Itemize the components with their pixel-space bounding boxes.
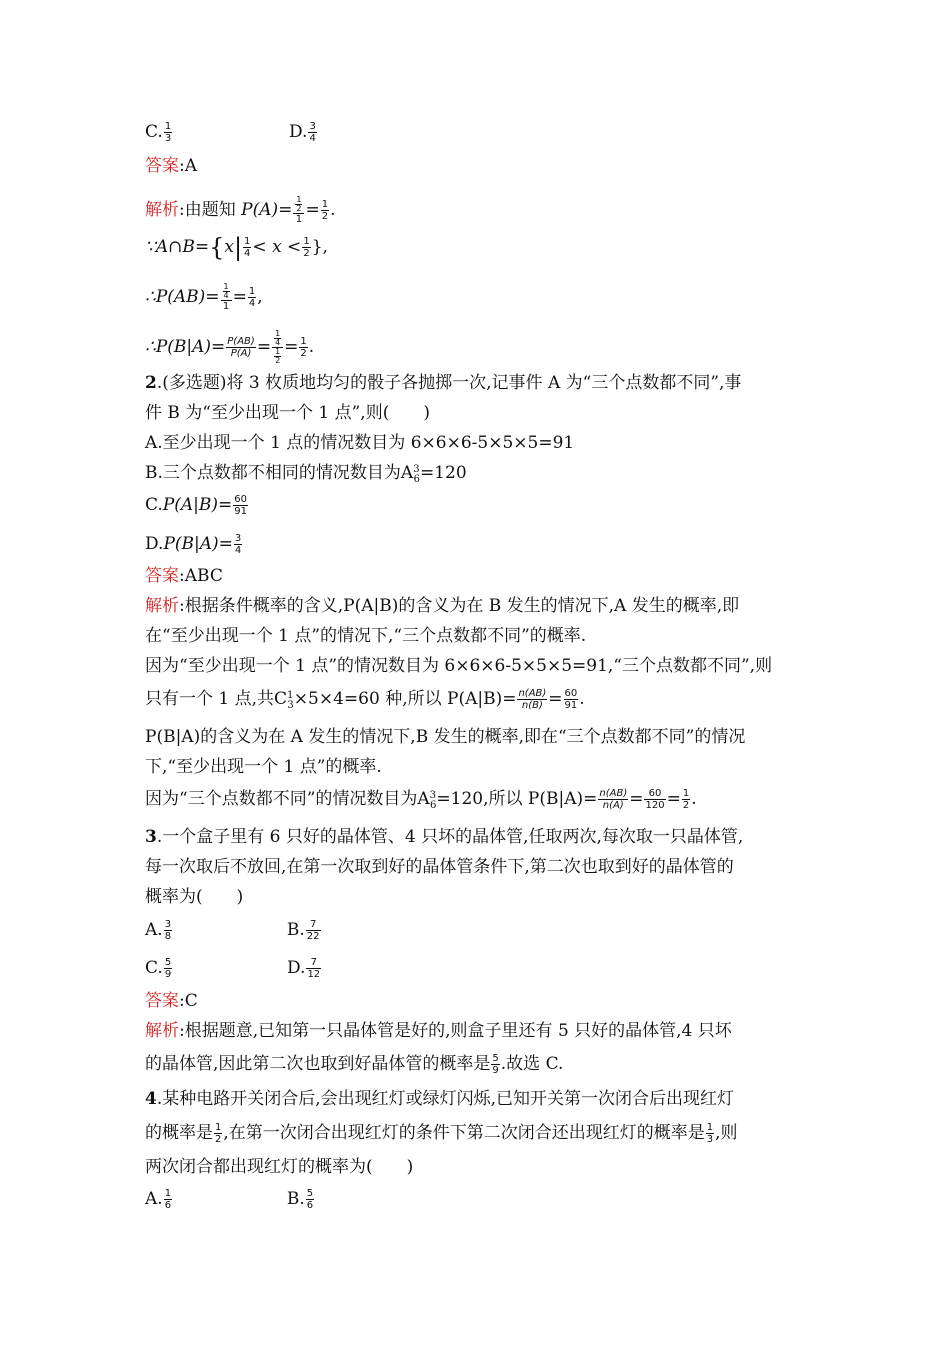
fraction: $\frac{1}{2}$ <box>215 1122 222 1145</box>
q2-explanation-line-6: 下,“至少出现一个 1 点”的概率. <box>145 757 382 777</box>
q4-stem-line-2: 的概率是 $\frac{1}{2}$ ,在第一次闭合出现红灯的条件下第二次闭合还出现红灯的概率是 $\frac{1}{3}$ ,则 <box>145 1122 738 1145</box>
fraction: $\frac{5}{6}$ <box>306 1188 314 1211</box>
fraction: $\frac{3}{8}$ <box>164 919 172 942</box>
explanation-label: 解析 <box>145 1021 179 1041</box>
q1-explanation-line-3: ∴P(AB)= $\frac{\frac{1}{4}}{1}$ = $\frac{1}{4}$ , <box>145 282 263 312</box>
fraction: $\frac{1}{2}$ <box>321 199 329 222</box>
answer-label: 答案 <box>145 991 179 1011</box>
question-number: 3 <box>145 827 157 847</box>
explanation-label: 解析 <box>145 200 179 220</box>
option-label: A. <box>145 1189 163 1209</box>
q2-explanation-line-2: 在“至少出现一个 1 点”的情况下,“三个点数都不同”的概率. <box>145 626 587 646</box>
q2-explanation-line-5: P(B|A)的含义为在 A 发生的情况下,B 发生的概率,即在“三个点数都不同”的情况 <box>145 727 746 747</box>
option-label: B. <box>286 1189 305 1209</box>
nested-fraction: $\frac{\frac{1}{4}}{\frac{1}{2}}$ <box>272 330 283 365</box>
fraction: $\frac{5}{9}$ <box>164 957 172 980</box>
fraction: $\frac{1}{2}$ <box>303 236 310 259</box>
q4-stem-line-3: 两次闭合都出现红灯的概率为( ) <box>145 1157 414 1177</box>
answer-value: :ABC <box>179 566 223 586</box>
q1-answer <box>145 155 815 177</box>
answer-value: :A <box>179 156 198 176</box>
fraction: $\frac{n(AB)}{n(A)}$ <box>599 788 628 811</box>
q3-options-ab <box>145 919 815 942</box>
option-label: C. <box>145 122 163 142</box>
q2-explanation-line-1: 解析:根据条件概率的含义,P(A|B)的含义为在 B 发生的情况下,A 发生的概率,即 <box>145 596 740 616</box>
answer-label: 答案 <box>145 566 179 586</box>
fraction: $\frac{P(AB)}{P(A)}$ <box>227 336 255 359</box>
explanation-label: 解析 <box>145 596 179 616</box>
q3-answer <box>145 990 815 1012</box>
q2-answer <box>145 565 815 587</box>
q2-option-a: A.至少出现一个 1 点的情况数目为 6×6×6-5×5×5=91 <box>145 433 575 453</box>
fraction: $\frac{5}{9}$ <box>492 1053 499 1076</box>
fraction: $\frac{60}{91}$ <box>564 688 578 711</box>
q2-option-d: D.P(B|A)= $\frac{3}{4}$ <box>145 533 242 556</box>
answer-label: 答案 <box>145 156 179 176</box>
q2-stem-line-1: 2.(多选题)将 3 枚质地均匀的骰子各抛掷一次,记事件 A 为“三个点数都不同”,事 <box>145 373 742 393</box>
q1-explanation-line-1: 解析:由题知 P(A)= $\frac{\frac{1}{2}}{1}$ = $\frac{1}{2}$ . <box>145 195 336 225</box>
option-label: C. <box>145 958 163 978</box>
fraction: $\frac{60}{91}$ <box>234 494 247 517</box>
q3-explanation-line-2: 的晶体管,因此第二次也取到好晶体管的概率是 $\frac{5}{9}$ .故选 C. <box>145 1053 564 1076</box>
q2-stem-line-2: 件 B 为“至少出现一个 1 点”,则( ) <box>145 403 430 423</box>
q3-stem-line-2: 每一次取后不放回,在第一次取到好的晶体管条件下,第二次也取到好的晶体管的 <box>145 857 734 877</box>
fraction: $\frac{7}{22}$ <box>306 919 320 942</box>
option-label: A. <box>145 920 163 940</box>
q1-explanation-line-4: ∴P(B|A)= $\frac{P(AB)}{P(A)}$ = $\frac{\frac{1}{4}}{\frac{1}{2}}$ = $\frac{1}{2}$ . <box>145 329 315 365</box>
q2-explanation-line-4: 只有一个 1 点,共$C^1_3\times 5\times 4=60$ 种,所以 P(A|B)= $\frac{n(AB)}{n(B)}$ = $\frac{60}{91}$ . <box>145 688 585 711</box>
fraction: $\frac{60}{120}$ <box>645 788 665 811</box>
question-number: 2 <box>145 373 157 393</box>
q4-stem-line-1: 4.某种电路开关闭合后,会出现红灯或绿灯闪烁,已知开关第一次闭合后出现红灯 <box>145 1089 735 1109</box>
fraction: $\frac{1}{4}$ <box>244 236 251 259</box>
fraction: $\frac{3}{4}$ <box>309 121 316 144</box>
nested-fraction: $\frac{\frac{1}{4}}{1}$ <box>221 283 232 312</box>
fraction: $\frac{1}{3}$ <box>706 1122 714 1145</box>
fraction: $\frac{1}{3}$ <box>164 121 172 144</box>
q3-stem-line-3: 概率为( ) <box>145 887 244 907</box>
fraction: $\frac{7}{12}$ <box>307 957 321 980</box>
q3-explanation-line-1: 解析:根据题意,已知第一只晶体管是好的,则盒子里还有 5 只好的晶体管,4 只坏 <box>145 1021 732 1041</box>
fraction: $\frac{3}{4}$ <box>234 533 242 556</box>
q3-options-cd <box>145 957 815 980</box>
nested-fraction: $\frac{\frac{1}{2}}{1}$ <box>293 196 304 225</box>
option-label: B. <box>286 920 305 940</box>
q4-options-ab <box>145 1188 815 1211</box>
q2-explanation-line-3: 因为“至少出现一个 1 点”的情况数目为 6×6×6-5×5×5=91,“三个点数都不同”,则 <box>145 656 773 676</box>
q1-explanation-line-2: ∵A∩B={x| $\frac{1}{4}$ < x < $\frac{1}{2}$ }, <box>145 233 328 262</box>
question-number: 4 <box>145 1089 157 1109</box>
q3-stem-line-1: 3.一个盒子里有 6 只好的晶体管、4 只坏的晶体管,任取两次,每次取一只晶体管, <box>145 827 744 847</box>
fraction: $\frac{n(AB)}{n(B)}$ <box>518 688 547 711</box>
fraction: $\frac{1}{2}$ <box>682 788 690 811</box>
q1-options-cd <box>145 121 815 144</box>
fraction: $\frac{1}{2}$ <box>300 336 307 359</box>
q2-option-c: C.P(A|B)= $\frac{60}{91}$ <box>145 494 247 517</box>
q2-option-b: B.三个点数都不相同的情况数目为$A^3_6=120$ <box>145 463 467 485</box>
option-label: D. <box>289 122 308 142</box>
q2-explanation-line-7: 因为“三个点数都不同”的情况数目为$A^3_6=120$,所以 P(B|A)= $\frac{n(AB)}{n(A)}$ = $\frac{60}{120}$ = $\frac{1}{2}$ . <box>145 788 697 811</box>
answer-value: :C <box>179 991 198 1011</box>
fraction: $\frac{1}{4}$ <box>248 286 256 309</box>
option-label: D. <box>287 958 306 978</box>
fraction: $\frac{1}{6}$ <box>164 1188 172 1211</box>
